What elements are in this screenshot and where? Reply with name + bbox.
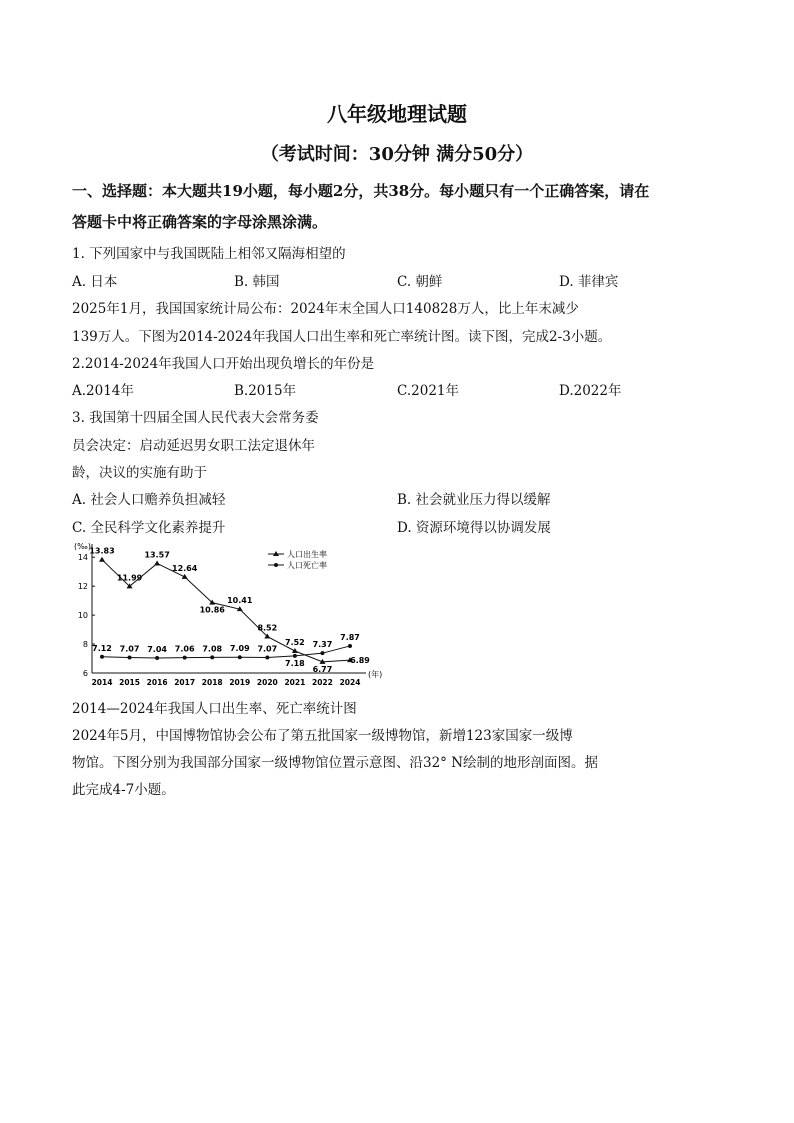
material2-line3: 此完成4-7小题。 <box>72 782 175 798</box>
legend-label: 人口出生率 <box>287 550 327 559</box>
y-tick-label: 14 <box>77 553 88 563</box>
q2-option-c[interactable]: C.2021年 <box>397 383 459 399</box>
q1-option-b[interactable]: B. 韩国 <box>234 274 280 290</box>
y-tick-label: 12 <box>77 582 88 592</box>
birth-rate-value-label: 7.52 <box>285 638 305 648</box>
death-rate-value-label: 7.08 <box>202 644 223 654</box>
q3-option-d[interactable]: D. 资源环境得以协调发展 <box>397 520 551 536</box>
death-rate-point <box>348 644 352 648</box>
death-rate-point <box>265 656 269 660</box>
legend-label: 人口死亡率 <box>287 561 327 570</box>
material2-line1: 2024年5月，中国博物馆协会公布了第五批国家一级博物馆，新增123家国家一级博 <box>72 728 573 744</box>
death-rate-point <box>155 656 159 660</box>
death-rate-value-label: 7.09 <box>229 644 250 654</box>
death-rate-point <box>320 651 324 655</box>
q1-option-c[interactable]: C. 朝鲜 <box>397 274 443 290</box>
page-title: 八年级地理试题 <box>327 102 467 126</box>
x-tick-label: 2019 <box>229 678 251 687</box>
x-tick-label: 2016 <box>146 678 168 687</box>
q3-option-b[interactable]: B. 社会就业压力得以缓解 <box>397 492 551 508</box>
death-rate-point <box>183 656 187 660</box>
birth-rate-value-label: 13.57 <box>144 550 170 560</box>
x-tick-label: 2022 <box>312 678 333 687</box>
x-tick-label: 2018 <box>201 678 223 687</box>
section-heading-line2: 答题卡中将正确答案的字母涂黑涂满。 <box>72 213 328 231</box>
death-rate-value-label: 7.04 <box>147 644 167 654</box>
q3-option-c[interactable]: C. 全民科学文化素养提升 <box>72 520 226 536</box>
death-rate-point <box>238 655 242 659</box>
birth-rate-point <box>292 648 298 653</box>
x-tick-label: 2014 <box>91 678 113 687</box>
q3-stem-line3: 龄，决议的实施有助于 <box>72 465 207 481</box>
section-heading-line1: 一、选择题：本大题共19小题，每小题2分，共38分。每小题只有一个正确答案，请在 <box>72 182 650 200</box>
q1-option-a[interactable]: A. 日本 <box>72 274 118 290</box>
death-rate-value-label: 7.07 <box>119 644 140 654</box>
birth-rate-value-label: 10.86 <box>199 605 225 615</box>
death-rate-value-label: 7.37 <box>312 640 333 650</box>
q3-stem-line2: 员会决定：启动延迟男女职工法定退休年 <box>72 438 315 454</box>
death-rate-point <box>100 655 104 659</box>
x-tick-label: 2017 <box>174 678 196 687</box>
birth-rate-value-label: 6.89 <box>350 656 370 666</box>
y-tick-label: 10 <box>77 611 88 621</box>
birth-rate-value-label: 8.52 <box>257 623 278 633</box>
death-rate-value-label: 7.12 <box>92 643 112 653</box>
death-rate-value-label: 7.07 <box>257 644 278 654</box>
y-axis-unit: (‰) <box>74 542 91 551</box>
q3-stem-line1: 3. 我国第十四届全国人民代表大会常务委 <box>72 410 319 426</box>
exam-info: （考试时间：30分钟 满分50分） <box>260 144 534 165</box>
q3-option-a[interactable]: A. 社会人口赡养负担减轻 <box>72 492 226 508</box>
population-rate-chart <box>70 540 390 690</box>
q2-option-d[interactable]: D.2022年 <box>559 383 622 399</box>
x-axis-unit: (年) <box>368 670 383 679</box>
q2-option-b[interactable]: B.2015年 <box>234 383 297 399</box>
birth-rate-value-label: 12.64 <box>172 563 198 573</box>
x-tick-label: 2024 <box>339 678 361 687</box>
birth-rate-point <box>154 560 160 565</box>
birth-rate-value-label: 10.41 <box>227 596 253 606</box>
q2-option-a[interactable]: A.2014年 <box>72 383 134 399</box>
q1-stem: 1. 下列国家中与我国既陆上相邻又隔海相望的 <box>72 246 346 262</box>
death-rate-point <box>210 655 214 659</box>
birth-rate-value-label: 6.77 <box>312 664 333 674</box>
birth-rate-value-label: 13.83 <box>89 546 115 556</box>
material1-line2: 139万人。下图为2014-2024年我国人口出生率和死亡率统计图。读下图，完成2-3小题。 <box>72 329 612 345</box>
x-tick-label: 2015 <box>119 678 140 687</box>
death-rate-point <box>128 656 132 660</box>
y-tick-label: 8 <box>82 640 88 650</box>
death-rate-value-label: 7.18 <box>285 658 305 668</box>
legend-circle-marker <box>274 563 278 567</box>
x-tick-label: 2020 <box>256 678 278 687</box>
death-rate-point <box>293 654 297 658</box>
material1-line1: 2025年1月，我国国家统计局公布：2024年末全国人口140828万人，比上年末减少 <box>72 301 579 317</box>
death-rate-value-label: 7.87 <box>340 632 360 642</box>
y-tick-label: 6 <box>82 669 88 678</box>
material2-line2: 物馆。下图分别为我国部分国家一级博物馆位置示意图、沿32° N绘制的地形剖面图。据 <box>72 755 599 771</box>
chart-caption: 2014—2024年我国人口出生率、死亡率统计图 <box>72 701 357 717</box>
death-rate-value-label: 7.06 <box>174 644 195 654</box>
birth-rate-point <box>99 557 105 562</box>
birth-rate-value-label: 11.99 <box>116 573 143 583</box>
q1-option-d[interactable]: D. 菲律宾 <box>559 274 619 290</box>
x-tick-label: 2021 <box>284 678 306 687</box>
q2-stem: 2.2014-2024年我国人口开始出现负增长的年份是 <box>72 356 375 372</box>
